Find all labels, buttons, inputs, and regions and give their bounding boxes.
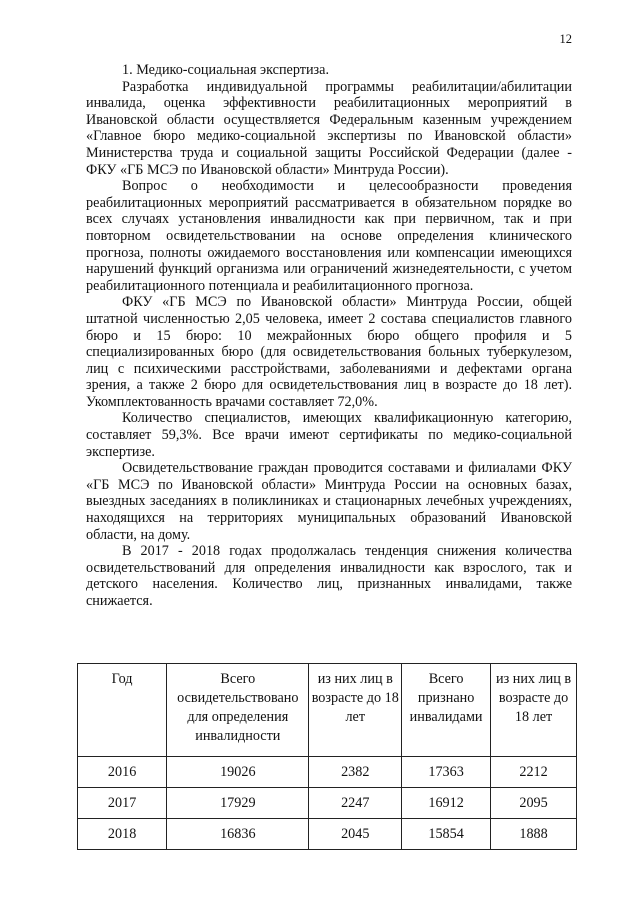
- header-total-examined: Всего освидетельствовано для определения инвалидности: [167, 664, 309, 757]
- table-row: [78, 757, 577, 788]
- cell-examined-under-18: 2045: [309, 819, 402, 850]
- cell-recognized-under-18: 1888: [491, 819, 577, 850]
- table-row: [78, 819, 577, 850]
- cell-year: 2016: [78, 757, 167, 788]
- table-header-row: [78, 664, 577, 757]
- cell-year: 2017: [78, 788, 167, 819]
- cell-total-examined: 19026: [167, 757, 309, 788]
- header-recognized-under-18: из них лиц в возрасте до 18 лет: [491, 664, 577, 757]
- paragraph: В 2017 - 2018 годах продолжалась тенденция снижения количества освидетельствований для определения инвалидности как взрослого, так и детского населения. Количество лиц, признанных инвалидами, также снижается.: [86, 543, 572, 609]
- cell-total-recognized: 15854: [402, 819, 491, 850]
- paragraph: Вопрос о необходимости и целесообразности проведения реабилитационных мероприятий рассматривается в обязательном порядке во всех случаях установления инвалидности как при первичном, так и при повторном освидетельствовании на основе определения клинического прогноза, полноты ожидаемого восстановления или компенсации имеющихся нарушений функций организма или ограничений жизнедеятельности, с учетом реабилитационного потенциала и реабилитационного прогноза.: [86, 178, 572, 294]
- header-total-recognized: Всего признано инвалидами: [402, 664, 491, 757]
- cell-recognized-under-18: 2095: [491, 788, 577, 819]
- cell-total-recognized: 16912: [402, 788, 491, 819]
- cell-recognized-under-18: 2212: [491, 757, 577, 788]
- cell-examined-under-18: 2247: [309, 788, 402, 819]
- paragraph: Количество специалистов, имеющих квалификационную категорию, составляет 59,3%. Все врачи имеют сертификаты по медико-социальной экспертизе.: [86, 410, 572, 460]
- document-body: [86, 62, 572, 610]
- cell-total-examined: 16836: [167, 819, 309, 850]
- table-row: [78, 788, 577, 819]
- cell-total-examined: 17929: [167, 788, 309, 819]
- header-year: Год: [78, 664, 167, 757]
- cell-year: 2018: [78, 819, 167, 850]
- paragraph: Разработка индивидуальной программы реабилитации/абилитации инвалида, оценка эффективности реабилитационных мероприятий в Ивановской области осуществляется Федеральным казенным учреждением «Главное бюро медико-социальной экспертизы по Ивановской области» Министерства труда и социальной защиты Российской Федерации (далее - ФКУ «ГБ МСЭ по Ивановской области» Минтруда России).: [86, 78, 572, 178]
- cell-total-recognized: 17363: [402, 757, 491, 788]
- header-examined-under-18: из них лиц в возрасте до 18 лет: [309, 664, 402, 757]
- cell-examined-under-18: 2382: [309, 757, 402, 788]
- section-heading: 1. Медико-социальная экспертиза.: [122, 62, 329, 78]
- paragraph: Освидетельствование граждан проводится составами и филиалами ФКУ «ГБ МСЭ по Ивановской области» Минтруда России на основных базах, выездных заседаниях в поликлиниках и стационарных лечебных учреждениях, находящихся на территориях муниципальных образований Ивановской области, на дому.: [86, 460, 572, 543]
- paragraph: ФКУ «ГБ МСЭ по Ивановской области» Минтруда России, общей штатной численностью 2,05 человека, имеет 2 состава специалистов главного бюро и 15 бюро: 10 межрайонных бюро общего профиля и 5 специализированных бюро (для освидетельствования больных туберкулезом, лиц с психическими расстройствами, заболеваниями и дефектами органа зрения, а также 2 бюро для освидетельствования лиц в возрасте до 18 лет). Укомплектованность врачами составляет 72,0%.: [86, 294, 572, 410]
- page-number: 12: [559, 32, 572, 46]
- disability-statistics-table: [77, 663, 577, 850]
